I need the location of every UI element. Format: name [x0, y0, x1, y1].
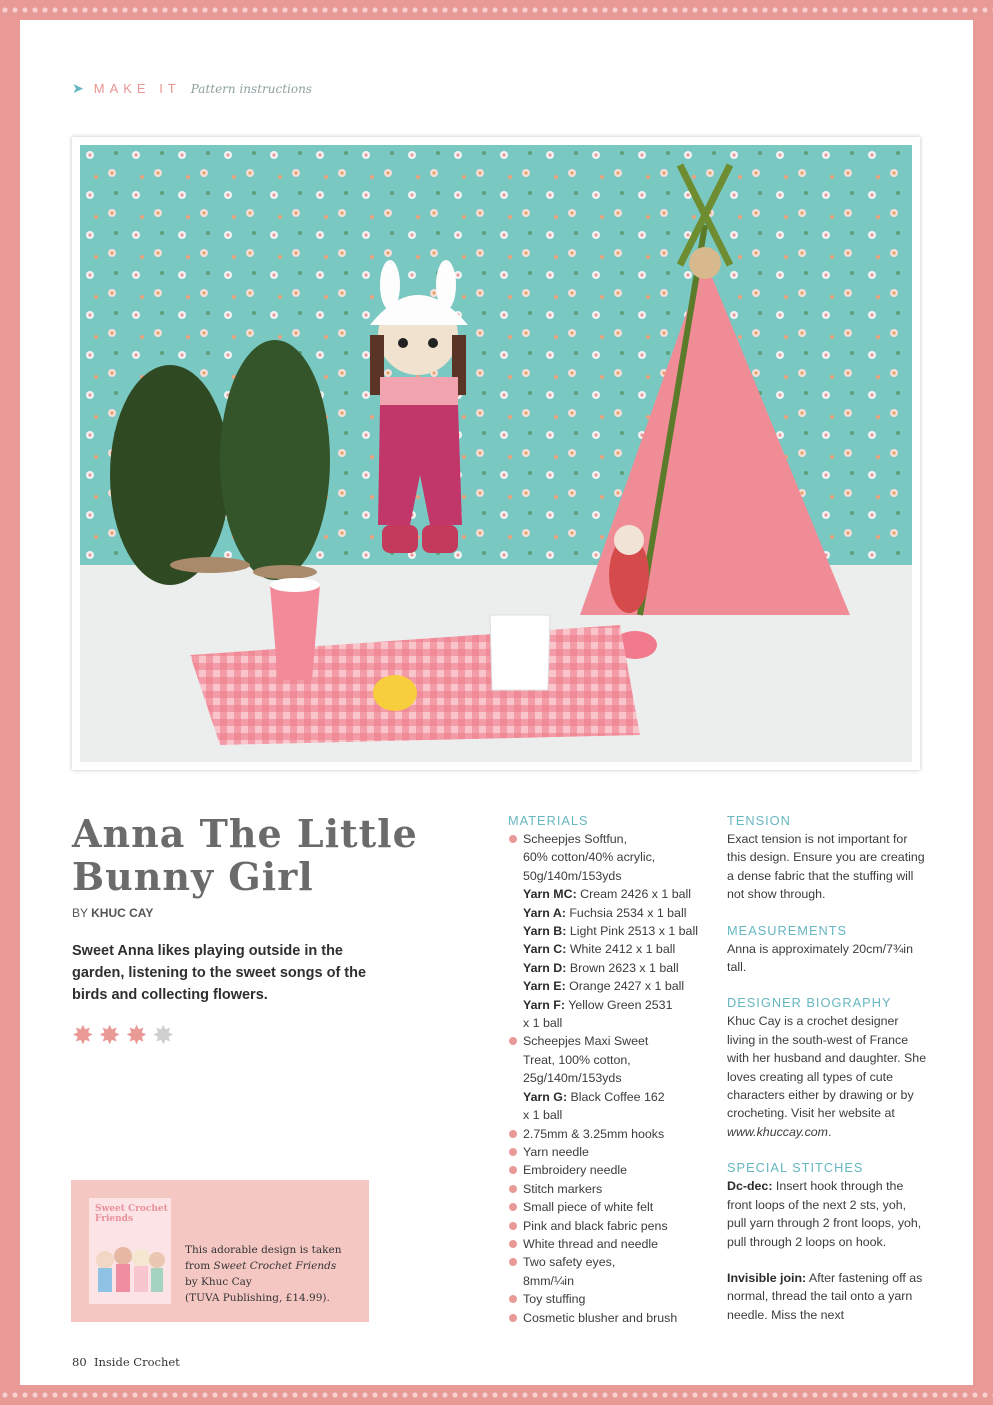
bio-text: [727, 1012, 927, 1141]
materials-item-text: Brown 2623 x 1 ball: [566, 960, 679, 975]
materials-item: [508, 1180, 708, 1198]
materials-item-text: x 1 ball: [523, 1016, 563, 1031]
byline-prefix: BY: [72, 906, 88, 920]
materials-item: [508, 922, 708, 940]
materials-item: [508, 904, 708, 922]
materials-item: [508, 1290, 708, 1308]
book-line-4: (TUVA Publishing, £14.99).: [185, 1292, 330, 1304]
materials-item-text: Fuchsia 2534 x 1 ball: [565, 905, 687, 920]
materials-item: [508, 996, 708, 1014]
yarn-label: Yarn C:: [523, 942, 567, 957]
yarn-label: Yarn G:: [523, 1089, 568, 1104]
materials-item-text: 8mm/¼in: [523, 1273, 574, 1288]
info-column: [727, 812, 927, 1342]
materials-item-text: Stitch markers: [523, 1181, 603, 1196]
materials-item-text: 25g/140m/153yds: [523, 1071, 622, 1086]
materials-item: [508, 1014, 708, 1032]
materials-item: [508, 1198, 708, 1216]
materials-item-text: Yarn needle: [523, 1144, 589, 1159]
materials-item: [508, 1272, 708, 1290]
materials-item: [508, 1309, 708, 1327]
difficulty-star-filled-icon: ✸: [72, 1020, 94, 1050]
materials-item-text: Toy stuffing: [523, 1292, 586, 1307]
materials-item-text: Small piece of white felt: [523, 1200, 654, 1215]
book-line-3: by Khuc Cay: [185, 1276, 252, 1288]
bio-body: Khuc Cay is a crochet designer living in the south-west of France with her husband and daughter. She loves creating all types of cute characters either by drawing or by crocheting. Visit her website at: [727, 1014, 927, 1121]
materials-item: [508, 959, 708, 977]
designer-website-link[interactable]: www.khuccay.com: [727, 1124, 828, 1139]
measurements-text: Anna is approximately 20cm/7¾in tall.: [727, 941, 913, 975]
tension-heading: TENSION: [727, 813, 791, 828]
author-name: KHUC CAY: [91, 906, 154, 920]
bottom-border-pattern: [0, 1388, 993, 1402]
materials-list: [508, 830, 708, 1327]
materials-item-text: Cream 2426 x 1 ball: [576, 887, 692, 902]
book-cover-title: Sweet Crochet Friends: [95, 1204, 168, 1224]
materials-column: [508, 812, 708, 1327]
difficulty-rating: [72, 1022, 174, 1048]
materials-item-text: 60% cotton/40% acrylic,: [523, 850, 656, 865]
dc-dec-text: [727, 1177, 927, 1251]
yarn-label: Yarn MC:: [523, 887, 577, 902]
materials-item-text: Scheepjes Maxi Sweet: [523, 1034, 649, 1049]
materials-item: [508, 1088, 708, 1106]
difficulty-star-filled-icon: ✸: [98, 1020, 121, 1050]
measurements-heading: MEASUREMENTS: [727, 922, 848, 938]
materials-item: [508, 1051, 708, 1069]
section-label: MAKE IT: [93, 81, 181, 96]
materials-item-text: Black Coffee 162: [567, 1089, 665, 1104]
materials-item: [508, 1217, 708, 1235]
materials-item-text: x 1 ball: [523, 1108, 563, 1123]
page-number: 80: [72, 1355, 87, 1369]
materials-item: [508, 1032, 708, 1050]
page-footer: [72, 1355, 180, 1369]
materials-item: [508, 885, 708, 903]
book-line-1: This adorable design is taken: [185, 1244, 342, 1256]
materials-item: [508, 1106, 708, 1124]
arrow-icon: ➤: [72, 80, 84, 96]
materials-item-text: 2.75mm & 3.25mm hooks: [523, 1126, 665, 1141]
bio-end: .: [828, 1124, 832, 1139]
difficulty-star-filled-icon: ✸: [125, 1020, 148, 1050]
byline: [72, 906, 153, 920]
materials-item-text: Pink and black fabric pens: [523, 1218, 668, 1233]
yarn-label: Yarn B:: [523, 924, 567, 939]
dc-dec-label: Dc-dec:: [727, 1179, 773, 1194]
yarn-label: Yarn D:: [523, 960, 567, 975]
book-promo-text: [185, 1242, 360, 1306]
hero-photo: [72, 137, 920, 770]
materials-item-text: Embroidery needle: [523, 1163, 628, 1178]
materials-item-text: Two safety eyes,: [523, 1255, 616, 1270]
materials-item-text: Cosmetic blusher and brush: [523, 1310, 678, 1325]
yarn-label: Yarn A:: [523, 905, 566, 920]
yarn-label: Yarn E:: [523, 979, 566, 994]
materials-item: [508, 977, 708, 995]
materials-item: [508, 1161, 708, 1179]
materials-item: [508, 1235, 708, 1253]
article-title: [72, 812, 432, 898]
materials-item-text: White thread and needle: [523, 1236, 659, 1251]
invisible-join-body: After fastening off as normal, thread the tail onto a yarn needle. Miss the next: [727, 1270, 923, 1322]
book-line-2-prefix: from: [185, 1260, 211, 1272]
book-cover: [89, 1198, 171, 1304]
invisible-join-text: [727, 1269, 927, 1324]
tension-text: Exact tension is not important for this design. Ensure you are creating a dense fabric that the stuffing will not show through.: [727, 832, 925, 902]
materials-item-text: Light Pink 2513 x 1 ball: [566, 924, 698, 939]
materials-item-text: Scheepjes Softfun,: [523, 832, 628, 846]
materials-item-text: Treat, 100% cotton,: [523, 1052, 631, 1067]
title-line-1: Anna The Little: [72, 811, 418, 856]
intro-text: Sweet Anna likes playing outside in the garden, listening to the sweet songs of the birds and collecting flowers.: [72, 943, 367, 1003]
bio-heading: DESIGNER BIOGRAPHY: [727, 995, 892, 1011]
materials-item: [508, 1143, 708, 1161]
materials-item: [508, 1253, 708, 1271]
doll-scene-image: [80, 145, 912, 762]
materials-item: [508, 867, 708, 885]
materials-heading: MATERIALS: [508, 813, 589, 828]
dc-dec-body: Insert hook through the front loops of the next 2 sts, yoh, pull yarn through 2 front loops, yoh, pull through 2 loops on hook.: [727, 1179, 922, 1249]
materials-item: [508, 940, 708, 958]
materials-item: [508, 848, 708, 866]
book-cover-dolls-image: [89, 1198, 171, 1304]
difficulty-star-empty-icon: ✸: [152, 1020, 175, 1050]
materials-item-text: Orange 2427 x 1 ball: [565, 979, 685, 994]
top-border-pattern: [0, 3, 993, 17]
title-line-2: Bunny Girl: [72, 854, 314, 899]
materials-item: [508, 1069, 708, 1087]
special-stitches-heading: SPECIAL STITCHES: [727, 1160, 864, 1176]
book-line-2: [185, 1258, 360, 1274]
yarn-label: Yarn F:: [523, 997, 565, 1012]
invisible-join-label: Invisible join:: [727, 1270, 807, 1285]
magazine-name: Inside Crochet: [93, 1355, 180, 1369]
book-promo: [71, 1180, 369, 1322]
materials-item: [508, 830, 708, 848]
section-header: [72, 80, 312, 97]
materials-item-text: 50g/140m/153yds: [523, 868, 622, 883]
book-title: Sweet Crochet Friends: [213, 1260, 337, 1272]
section-subtitle: Pattern instructions: [190, 81, 312, 96]
materials-item-text: Yellow Green 2531: [565, 997, 673, 1012]
materials-item-text: White 2412 x 1 ball: [566, 942, 676, 957]
materials-item: [508, 1125, 708, 1143]
